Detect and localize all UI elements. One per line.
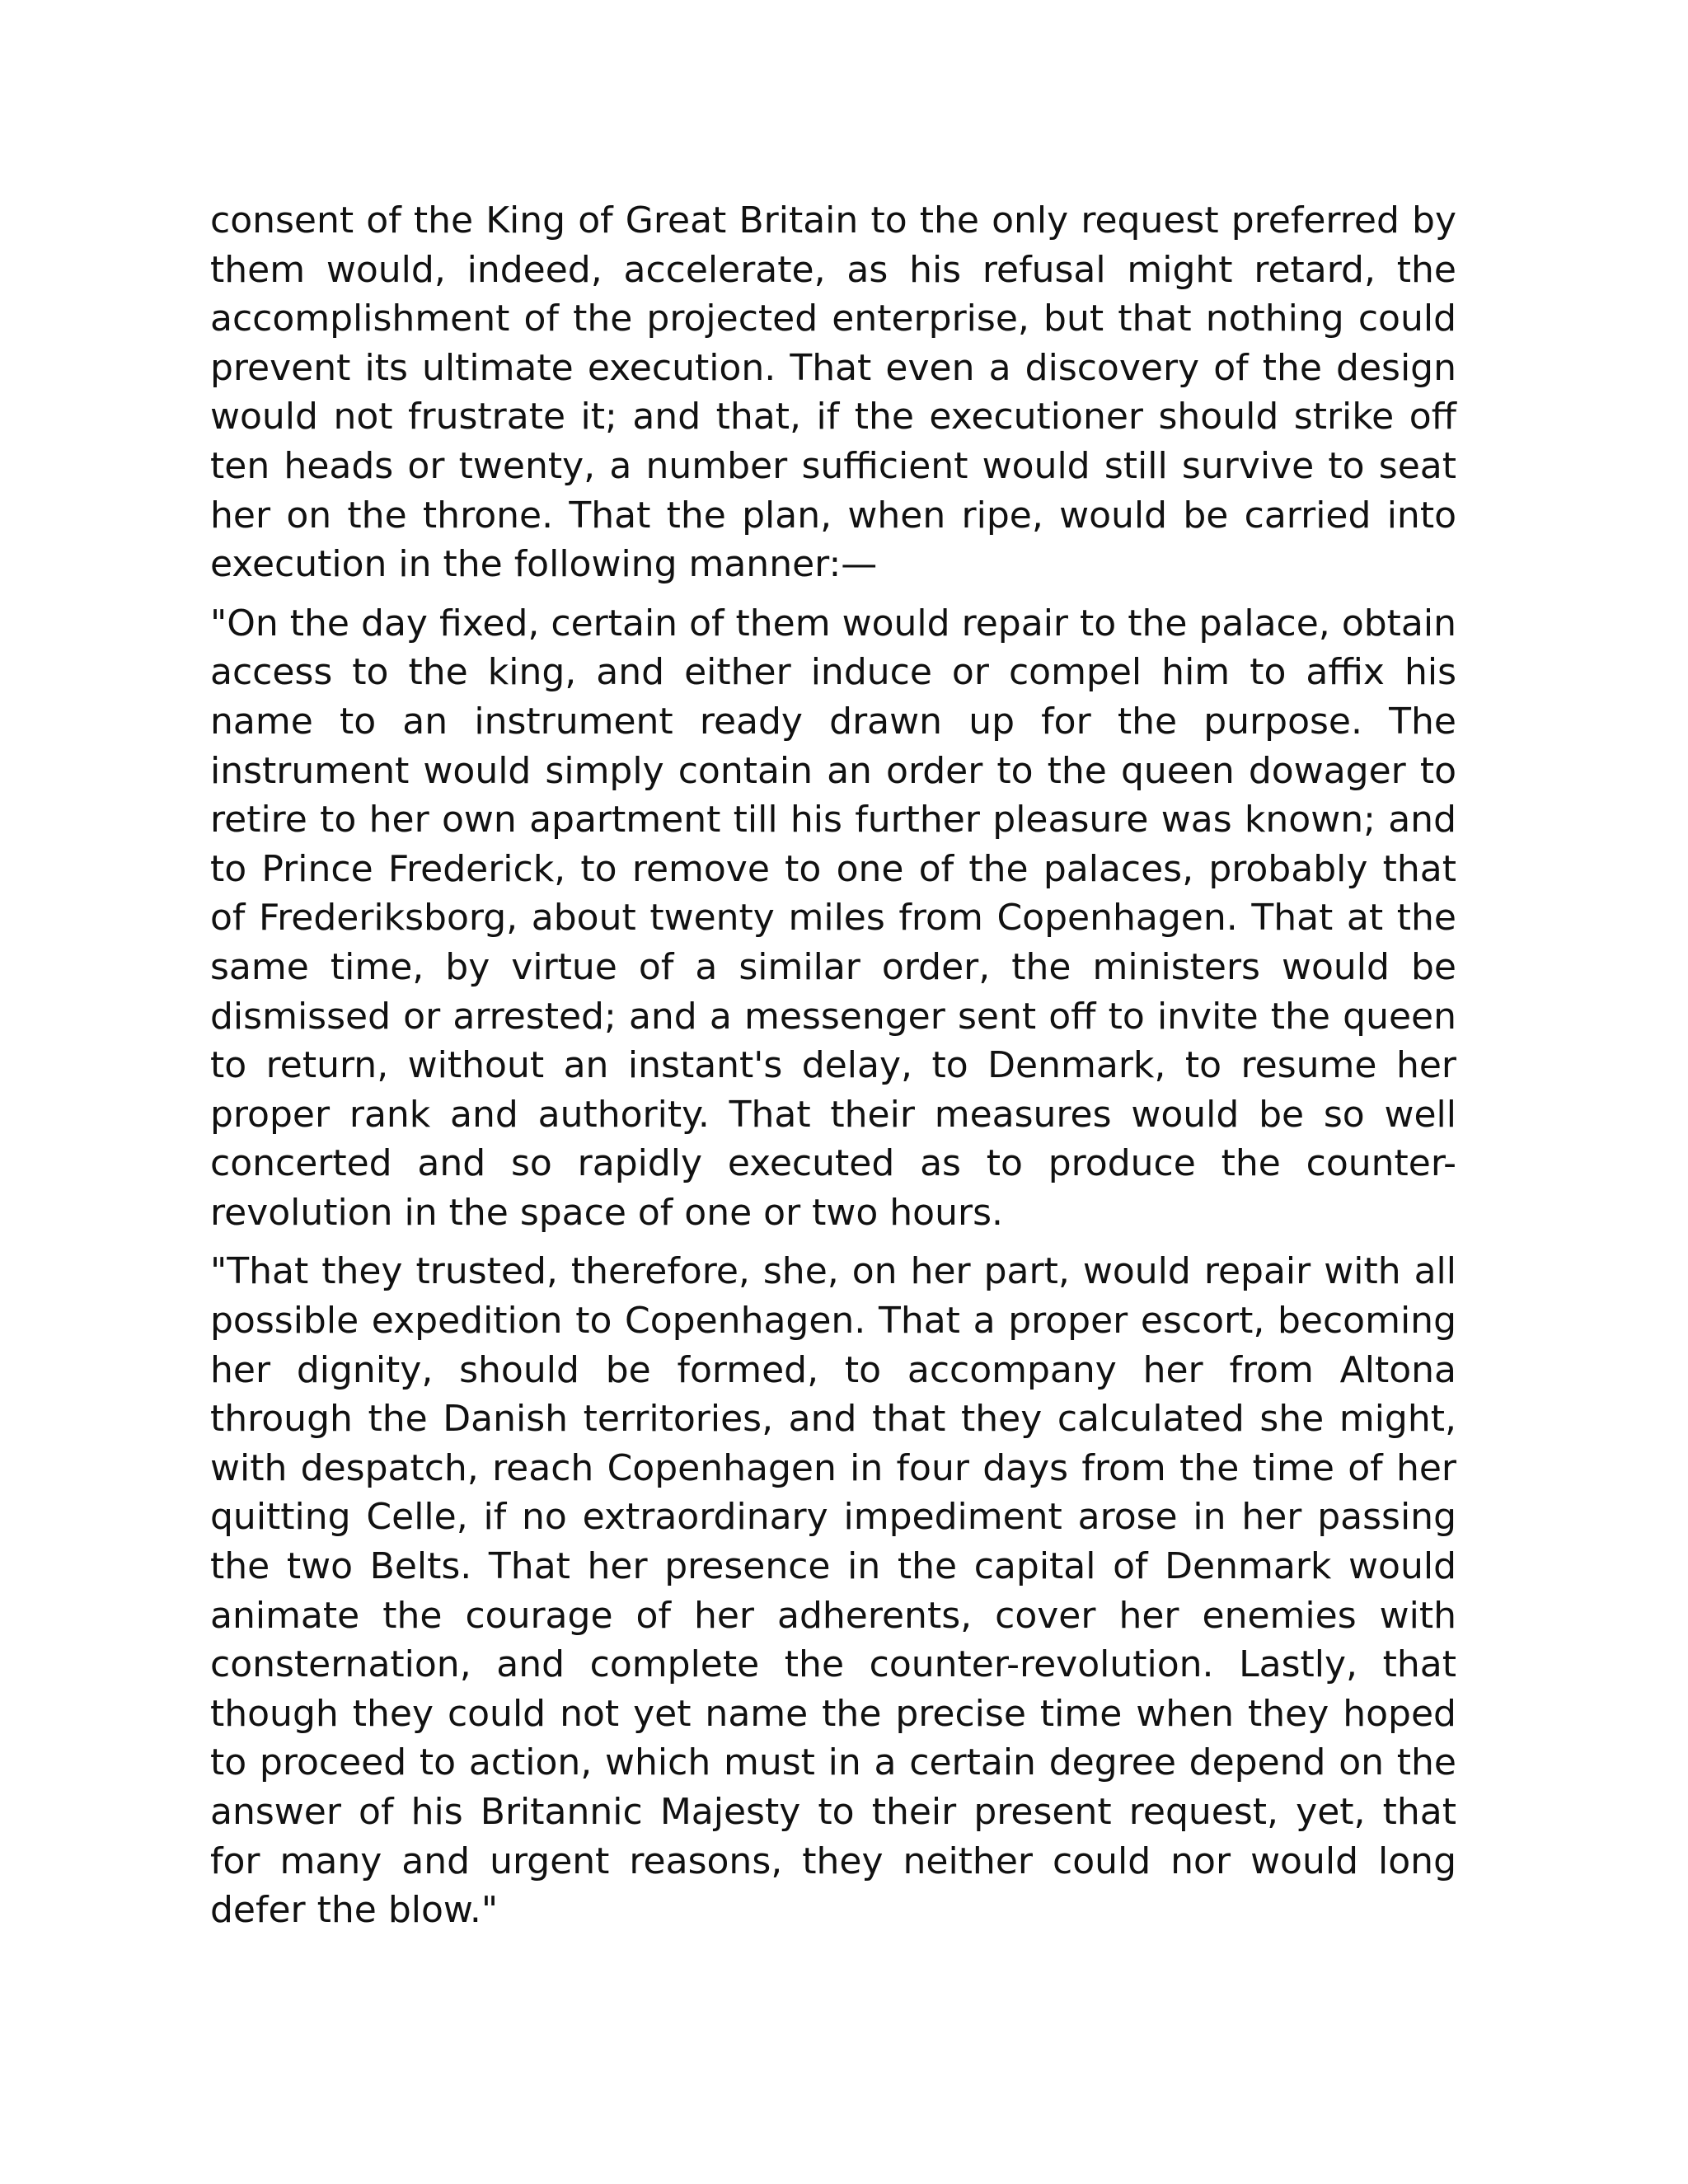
- body-text: [210, 196, 1456, 1945]
- paragraph-3: "That they trusted, therefore, she, on her part, would repair with all possible expedition to Copenhagen. That a proper escort, becoming her dignity, should be formed, to accompany her from Altona through the Danish territories, and that they calculated she might, with despatch, reach Copenhagen in four days from the time of her quitting Celle, if no extraordinary impediment arose in her passing the two Belts. That her presence in the capital of Denmark would animate the courage of her adherents, cover her enemies with consternation, and complete the counter-revolution. Lastly, that though they could not yet name the precise time when they hoped to proceed to action, which must in a certain degree depend on the answer of his Britannic Majesty to their present request, yet, that for many and urgent reasons, they neither could nor would long defer the blow.": [210, 1250, 1456, 1932]
- paragraph-1: consent of the King of Great Britain to the only request preferred by them would, indeed, accelerate, as his refusal might retard, the accomplishment of the projected enterprise, but that nothing could prevent its ultimate execution. That even a discovery of the design would not frustrate it; and that, if the executioner should strike off ten heads or twenty, a number sufficient would still survive to seat her on the throne. That the plan, when ripe, would be carried into execution in the following manner:—: [210, 199, 1456, 586]
- paragraph-2: "On the day fixed, certain of them would repair to the palace, obtain access to the king, and either induce or compel him to affix his name to an instrument ready drawn up for the purpose. The instrument would simply contain an order to the queen dowager to retire to her own apartment till his further pleasure was known; and to Prince Frederick, to remove to one of the palaces, probably that of Frederiksborg, about twenty miles from Copenhagen. That at the same time, by virtue of a similar order, the ministers would be dismissed or arrested; and a messenger sent off to invite the queen to return, without an instant's delay, to Denmark, to resume her proper rank and authority. That their measures would be so well concerted and so rapidly executed as to produce the counter-revolution in the space of one or two hours.: [210, 602, 1456, 1234]
